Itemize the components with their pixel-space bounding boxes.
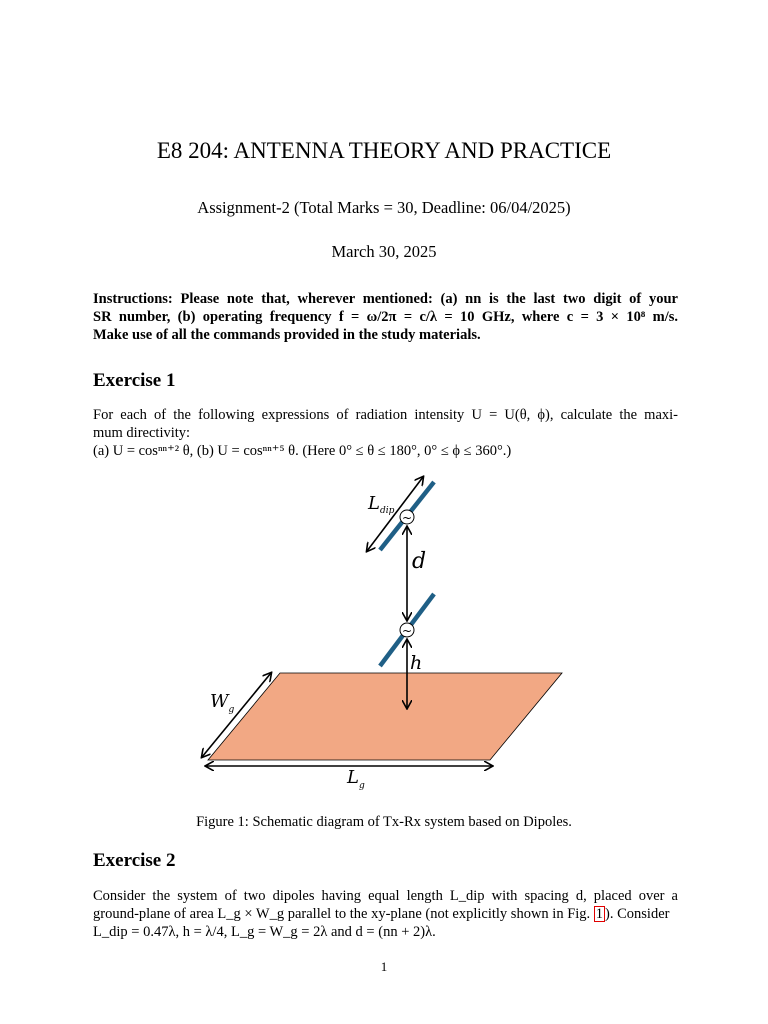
exercise-1-line-2: mum directivity: bbox=[93, 425, 191, 441]
document-date: March 30, 2025 bbox=[331, 242, 437, 261]
upper-source-symbol: ~ bbox=[401, 511, 413, 525]
exercise-2-line-1: Consider the system of two dipoles having equal length L_dip with spacing d, placed over a bbox=[93, 888, 678, 904]
instructions-line-3: Make use of all the commands provided in the study materials. bbox=[93, 327, 481, 343]
exercise-2-heading: Exercise 2 bbox=[93, 850, 176, 871]
exercise-2-line-2: ground-plane of area L_g × W_g parallel to the xy-plane (not explicitly shown in Fig. 1 ). Consider bbox=[93, 906, 670, 922]
wg-label: $W_g$ bbox=[210, 691, 235, 715]
instructions-line-2: SR number, (b) operating frequency f = ω/2π = c/λ = 10 GHz, where c = 3 × 10⁸ m/s. bbox=[93, 309, 678, 325]
exercise-1-line-3: (a) U = cosⁿⁿ⁺² θ, (b) U = cosⁿⁿ⁺⁵ θ. (Here 0° ≤ θ ≤ 180°, 0° ≤ ϕ ≤ 360°.) bbox=[93, 443, 512, 459]
figure-caption: Figure 1: Schematic diagram of Tx-Rx system based on Dipoles. bbox=[196, 814, 572, 830]
exercise-1-heading: Exercise 1 bbox=[93, 370, 176, 391]
lg-label: $L_g$ bbox=[347, 767, 365, 791]
dipole-schematic-figure bbox=[0, 470, 768, 800]
exercise-2-line-3: L_dip = 0.47λ, h = λ/4, L_g = W_g = 2λ and d = (nn + 2)λ. bbox=[93, 924, 436, 940]
assignment-subtitle: Assignment-2 (Total Marks = 30, Deadline: 06/04/2025) bbox=[197, 198, 571, 217]
instructions-line-1: Instructions: Please note that, wherever mentioned: (a) nn is the last two digit of your bbox=[93, 291, 678, 307]
ldip-arrow bbox=[367, 477, 423, 551]
h-label: h bbox=[410, 652, 423, 674]
exercise-2-text bbox=[93, 887, 678, 941]
exercise-1-text bbox=[93, 406, 678, 460]
ldip-label: $L_{dip}$ bbox=[368, 493, 395, 516]
page-title: E8 204: ANTENNA THEORY AND PRACTICE bbox=[156, 138, 612, 163]
lower-source-symbol: ~ bbox=[401, 624, 413, 638]
instructions-block bbox=[93, 290, 678, 344]
d-label: d bbox=[412, 549, 427, 574]
figure-reference-link[interactable]: 1 bbox=[595, 906, 604, 922]
exercise-1-line-1: For each of the following expressions of radiation intensity U = U(θ, ϕ), calculate the maxi- bbox=[93, 407, 678, 423]
page-number: 1 bbox=[380, 959, 388, 974]
